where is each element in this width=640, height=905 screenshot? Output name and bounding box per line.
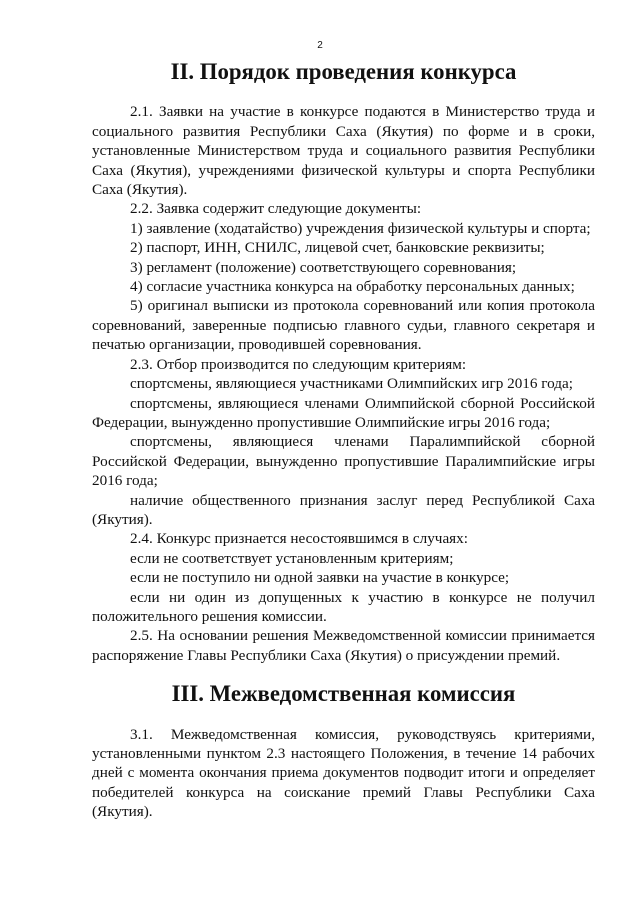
page-number: 2: [317, 40, 323, 51]
list-item-3: 3) регламент (положение) соответствующего соревнования;: [130, 258, 517, 276]
paragraph-3-1: 3.1. Межведомственная комиссия, руководствуясь критериями, установленными пунктом 2.3 настоящего Положения, в течение 14 рабочих дней с момента окончания приема документов подводит итоги и определяет победителей конкурса на соискание премий Главы Республики Саха (Якутия).: [92, 725, 595, 821]
paragraph-2-3: 2.3. Отбор производится по следующим критериям:: [130, 355, 467, 373]
case-1: если не соответствует установленным критериям;: [130, 549, 454, 567]
paragraph-2-1: 2.1. Заявки на участие в конкурсе подаются в Министерство труда и социального развития Республики Саха (Якутия) по форме и в сроки, установленные Министерством труда и социального развития Республики Саха (Якутия), учреждениями физической культуры и спорта Республики Саха (Якутия).: [92, 103, 595, 199]
paragraph-2-2: 2.2. Заявка содержит следующие документы:: [130, 200, 422, 218]
criterion-3: спортсмены, являющиеся членами Паралимпийской сборной Российской Федерации, вынужденно пропустившие Паралимпийские игры 2016 года;: [92, 433, 595, 490]
paragraph-2-4: 2.4. Конкурс признается несостоявшимся в случаях:: [130, 530, 468, 548]
case-2: если не поступило ни одной заявки на участие в конкурсе;: [130, 569, 510, 587]
criterion-2: спортсмены, являющиеся членами Олимпийской сборной Российской Федерации, вынужденно пропустившие Олимпийские игры 2016 года;: [92, 394, 595, 431]
document-body: [92, 59, 595, 822]
list-item-1: 1) заявление (ходатайство) учреждения физической культуры и спорта;: [130, 219, 591, 237]
list-item-4: 4) согласие участника конкурса на обработку персональных данных;: [130, 278, 575, 296]
criterion-4: наличие общественного признания заслуг перед Республикой Саха (Якутия).: [92, 491, 595, 528]
section-3-title: III. Межведомственная комиссия: [171, 681, 516, 707]
section-2-title: II. Порядок проведения конкурса: [170, 59, 517, 84]
case-3: если ни один из допущенных к участию в конкурсе не получил положительного решения комиссии.: [92, 588, 595, 625]
list-item-2: 2) паспорт, ИНН, СНИЛС, лицевой счет, банковские реквизиты;: [130, 239, 545, 257]
list-item-5: 5) оригинал выписки из протокола соревнований или копия протокола соревнований, заверенные подписью главного судьи, главного секретаря и печатью организации, проводившей соревнования.: [92, 297, 595, 354]
criterion-1: спортсмены, являющиеся участниками Олимпийских игр 2016 года;: [130, 375, 573, 393]
paragraph-2-5: 2.5. На основании решения Межведомственной комиссии принимается распоряжение Главы Республики Саха (Якутия) о присуждении премий.: [92, 627, 595, 664]
